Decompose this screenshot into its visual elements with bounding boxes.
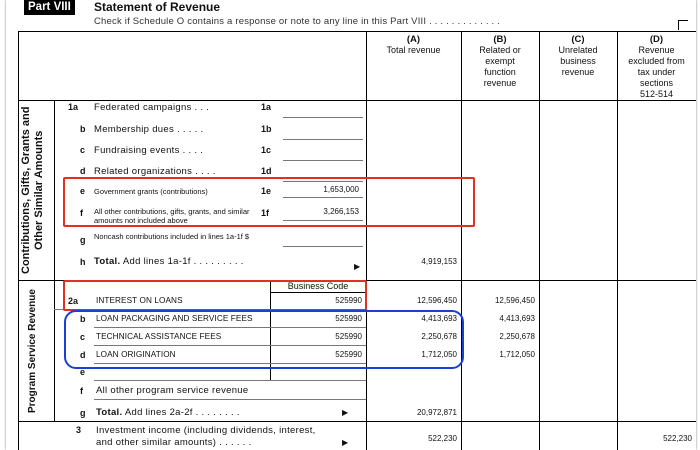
row-1e-label: Government grants (contributions) (94, 187, 208, 196)
col-b-header: (B) Related or exempt function revenue (479, 34, 521, 88)
row-1f-label: All other contributions, gifts, grants, and similar amounts not included above (94, 207, 250, 225)
arrow-right-icon: ▶ (342, 438, 349, 447)
row-1a-code: 1a (261, 102, 272, 112)
row-2a-num: 2a (68, 296, 79, 306)
side-label-contributions: Contributions, Gifts, Grants and Other Similar Amounts (20, 106, 45, 274)
row-2d-code: 525990 (335, 350, 362, 359)
row-1h-num: h (80, 257, 86, 267)
row-2d-num: d (80, 350, 86, 360)
row-1e-value: 1,653,000 (323, 185, 359, 194)
row-1g-label: Noncash contributions included in lines 1a-1f $ (94, 232, 250, 241)
row-1f-value: 3,266,153 (323, 207, 359, 216)
part-label: Part VIII (24, 0, 75, 15)
row-1c-num: c (80, 145, 86, 155)
side-label-program-service: Program Service Revenue (27, 289, 38, 413)
row-3-label-line2: and other similar amounts) . . . . . . (96, 437, 252, 448)
row-2e-num: e (80, 367, 86, 377)
row-1a-num: 1a (68, 102, 79, 112)
row-1e-num: e (80, 186, 86, 196)
row-1c-code: 1c (261, 145, 272, 155)
row-2b-col-a: 4,413,693 (421, 314, 457, 323)
row-1f-num: f (80, 208, 83, 218)
row-2c-num: c (80, 332, 86, 342)
row-1d-num: d (80, 166, 86, 176)
row-2a-col-b: 12,596,450 (494, 296, 535, 305)
col-c-header: (C) Unrelated business revenue (558, 34, 598, 77)
row-2d-label: LOAN ORIGINATION (96, 350, 176, 359)
row-3-col-a: 522,230 (428, 434, 457, 443)
row-2d-col-a: 1,712,050 (421, 350, 457, 359)
red-highlight-box-2a (63, 280, 367, 311)
row-1h-value: 4,919,153 (421, 257, 457, 266)
blue-highlight-box-2b-2d (64, 310, 464, 369)
row-1e-code: 1e (261, 186, 272, 196)
row-2g-value: 20,972,871 (416, 408, 457, 417)
form-page (6, 0, 696, 450)
row-2a-code: 525990 (335, 296, 362, 305)
col-a-header: (A) Total revenue (386, 34, 441, 55)
row-2f-num: f (80, 386, 83, 396)
row-1b-code: 1b (261, 124, 272, 134)
row-3-label-line1: Investment income (including dividends, interest, (96, 425, 316, 436)
row-1b-num: b (80, 124, 86, 134)
arrow-right-icon: ▶ (342, 408, 349, 417)
row-2a-label: INTEREST ON LOANS (96, 296, 183, 305)
row-2c-col-a: 2,250,678 (421, 332, 457, 341)
row-2b-col-b: 4,413,693 (499, 314, 535, 323)
row-2b-label: LOAN PACKAGING AND SERVICE FEES (96, 314, 253, 323)
arrow-right-icon: ▶ (354, 262, 361, 271)
row-2c-col-b: 2,250,678 (499, 332, 535, 341)
row-1b-label: Membership dues . . . . . (94, 124, 204, 135)
schedule-o-checkbox[interactable] (678, 20, 688, 30)
business-code-header: Business Code (270, 280, 366, 293)
row-2f-label: All other program service revenue (96, 385, 249, 396)
row-1d-label: Related organizations . . . . (94, 166, 216, 177)
row-2b-code: 525990 (335, 314, 362, 323)
red-highlight-box-1e-1f (63, 177, 475, 227)
row-3-num: 3 (76, 425, 82, 435)
row-2d-col-b: 1,712,050 (499, 350, 535, 359)
row-2c-code: 525990 (335, 332, 362, 341)
page-title: Statement of Revenue (94, 0, 221, 14)
row-2g-label: Total. Add lines 2a-2f . . . . . . . . (96, 407, 240, 418)
row-1g-num: g (80, 235, 86, 245)
col-d-header: (D) Revenue excluded from tax under sections 512-514 (628, 34, 685, 99)
row-2a-col-a: 12,596,450 (416, 296, 457, 305)
row-2c-label: TECHNICAL ASSISTANCE FEES (96, 332, 222, 341)
row-1d-code: 1d (261, 166, 272, 176)
row-3-col-d: 522,230 (663, 434, 692, 443)
schedule-o-instruction: Check if Schedule O contains a response or note to any line in this Part VIII . . . . . . . . . . . . . (94, 16, 501, 27)
row-1a-label: Federated campaigns . . . (94, 102, 210, 113)
row-1h-label: Total. Add lines 1a-1f . . . . . . . . . (94, 256, 244, 267)
row-1c-label: Fundraising events . . . . (94, 145, 204, 156)
row-2g-num: g (80, 408, 86, 418)
row-1f-code: 1f (261, 208, 270, 218)
row-2b-num: b (80, 314, 86, 324)
